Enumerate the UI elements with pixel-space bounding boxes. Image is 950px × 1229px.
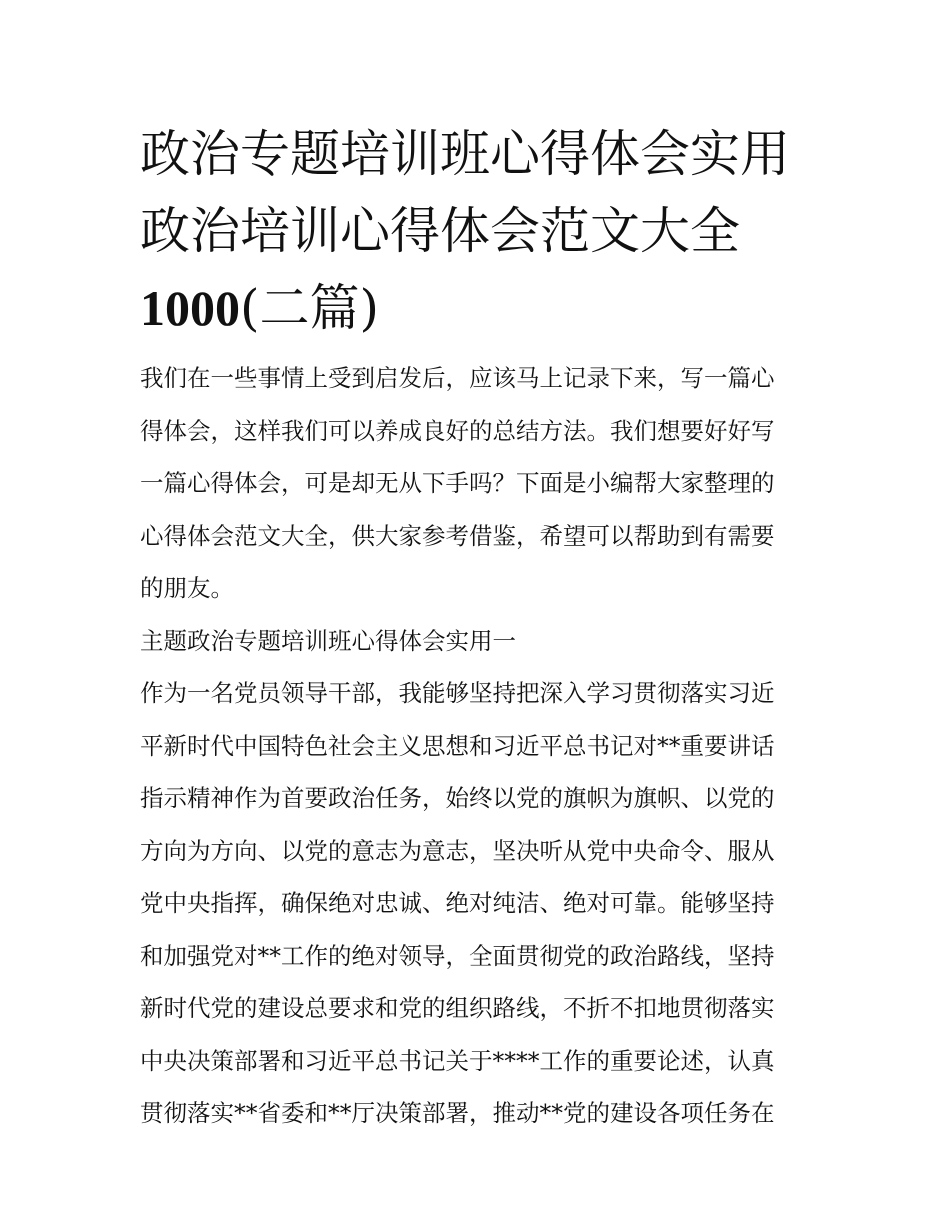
section-heading-text: 主题政治专题培训班心得体会实用一: [140, 626, 516, 655]
body-line: 新时代党的建设总要求和党的组织路线，不折不扣地贯彻落实: [140, 994, 775, 1022]
body-line: 平新时代中国特色社会主义思想和习近平总书记对**重要讲话: [140, 731, 775, 760]
intro-line: 的朋友。: [140, 574, 234, 602]
intro-line: 心得体会范文大全，供大家参考借鉴，希望可以帮助到有需要: [140, 521, 775, 550]
title-line-2: 政治培训心得体会范文大全: [140, 202, 740, 260]
body-line: 党中央指挥，确保绝对忠诚、绝对纯洁、绝对可靠。能够坚持: [140, 889, 775, 917]
body-line: 指示精神作为首要政治任务，始终以党的旗帜为旗帜、以党的: [140, 784, 775, 812]
document-content: [140, 116, 820, 1140]
section-heading: [140, 615, 820, 668]
body-line: 方向为方向、以党的意志为意志，坚决听从党中央命令、服从: [140, 836, 775, 865]
title-line-3: [140, 270, 820, 347]
intro-paragraph: [140, 352, 820, 615]
title-line-1: 政治专题培训班心得体会实用: [140, 125, 790, 183]
intro-line: 一篇心得体会，可是却无从下手吗？下面是小编帮大家整理的: [140, 469, 775, 497]
body-line: 中央决策部署和习近平总书记关于****工作的重要论述，认真: [140, 1046, 775, 1075]
body-line: 和加强党对**工作的绝对领导，全面贯彻党的政治路线，坚持: [140, 941, 775, 970]
body-line: 作为一名党员领导干部，我能够坚持把深入学习贯彻落实习近: [140, 679, 775, 707]
title-suffix: (二篇): [240, 279, 380, 337]
intro-line: 我们在一些事情上受到启发后，应该马上记录下来，写一篇心: [140, 364, 775, 392]
title-number: 1000: [140, 280, 240, 336]
intro-line: 得体会，这样我们可以养成良好的总结方法。我们想要好好写: [140, 416, 775, 445]
document-title: [140, 116, 820, 347]
body-paragraph: [140, 667, 820, 1140]
body-line: 贯彻落实**省委和**厅决策部署，推动**党的建设各项任务在: [140, 1099, 775, 1127]
